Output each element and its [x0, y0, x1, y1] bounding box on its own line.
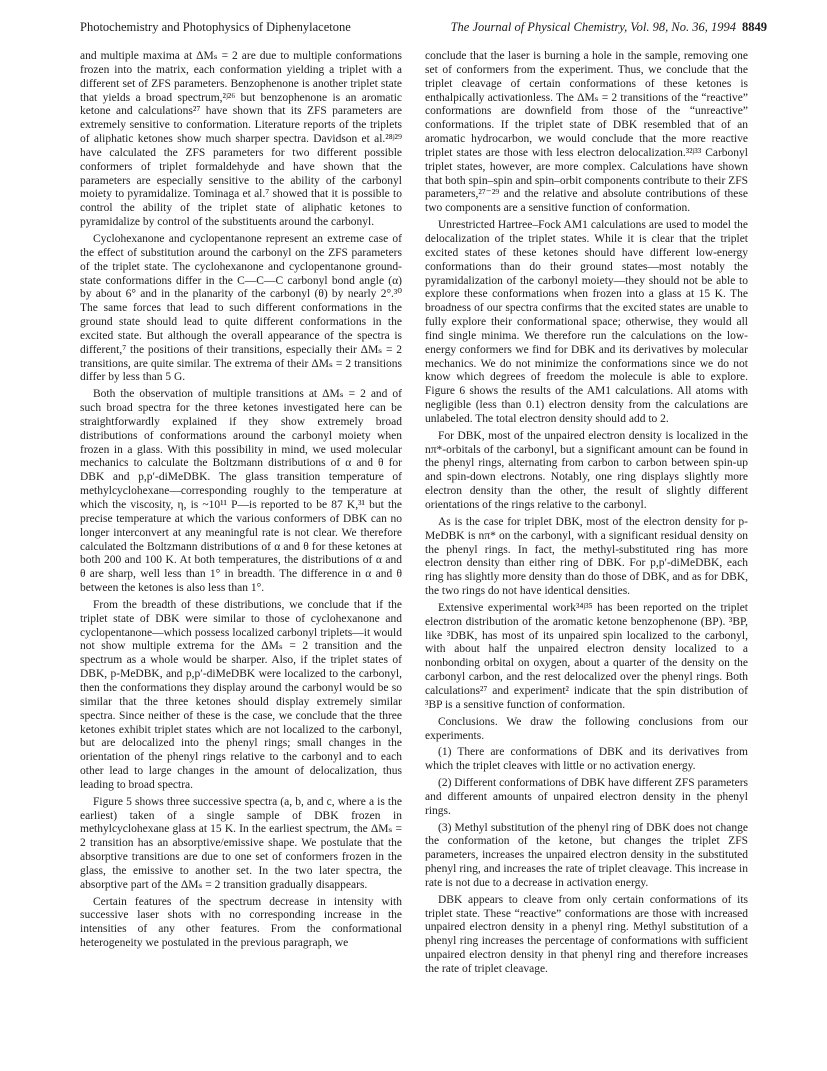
conclusions-heading-paragraph: Conclusions. We draw the following conclusions from our experiments. — [425, 715, 748, 742]
paragraph: DBK appears to cleave from only certain conformations of its triplet state. These “reactive” conformations are those with increased unpaired electron density in a phenyl ring. Methyl substitution of a phenyl ring increases the percentage of conformations with sufficient unpaired electron density in that phenyl ring and therefore increases the rate of triplet cleavage. — [425, 893, 748, 975]
paragraph: Extensive experimental work³⁴ʲ³⁵ has been reported on the triplet electron distribution of the aromatic ketone benzophenone (BP). ³BP, like ³DBK, has most of its unpaired spin localized to the carbonyl, with about half the unpaired electron density localized to a nonbonding orbital on oxygen, about a quarter of the density on the carbonyl carbon, and the rest delocalized over the phenyl rings. Both calculations²⁷ and experiment² indicate that the spin distribution of ³BP is a sensitive function of conformation. — [425, 601, 748, 711]
paragraph: conclude that the laser is burning a hole in the sample, removing one set of conformers from the experiment. Thus, we conclude that the triplet cleavage of certain conformations of these ketones is enthalpically activationless. The ΔMₛ = 2 transitions of the “reactive” conformations are downfield from those of the “unreactive” conformations. If the triplet state of DBK resembled that of an aromatic hydrocarbon, we would conclude that the more reactive triplet states are those with less electron delocalization.³²ʲ³³ Carbonyl triplet states, however, are more complex. Calculations have shown that both spin–spin and spin–orbit components contribute to their ZFS parameters,²⁷⁻²⁹ and the relative and absolute contributions of these two components are a sensitive function of conformation. — [425, 50, 748, 215]
paragraph: Certain features of the spectrum decrease in intensity with successive laser shots with no corresponding increase in the intensities of any other features. From the conformational heterogeneity we postulated in the previous paragraph, we — [80, 895, 402, 950]
paragraph: Figure 5 shows three successive spectra (a, b, and c, where a is the earliest) taken of a single sample of DBK frozen in methylcyclohexane glass at 15 K. In the earliest spectrum, the ΔMₛ = 2 transition has an absorptive/emissive shape. We postulate that the absorptive transitions are due to one set of conformers frozen in the glass, the emissive to another set. In the two later spectra, the absorptive part of the ΔMₛ = 2 transition gradually disappears. — [80, 795, 402, 891]
conclusion-item: (1) There are conformations of DBK and its derivatives from which the triplet cleaves with little or no activation energy. — [425, 746, 748, 773]
paragraph: As is the case for triplet DBK, most of the electron density for p-MeDBK is nπ* on the carbonyl, with a significant residual density on the phenyl rings. In fact, the methyl-substituted ring has more electron density than either ring of DBK. For p,p′-diMeDBK, each ring has slightly more density than do those of DBK, and as for DBK, the two rings do not have identical densities. — [425, 515, 748, 598]
running-title: Photochemistry and Photophysics of Diphenylacetone — [80, 20, 351, 34]
paragraph: Both the observation of multiple transitions at ΔMₛ = 2 and of such broad spectra for the three ketones investigated here can be straightforwardly explained if they show extremely broad distributions of conformations around the carbonyl moiety when frozen in a glass. With this possibility in mind, we used molecular mechanics to calculate the Boltzmann distributions of α and θ for DBK and p,p′-diMeDBK. The glass transition temperature of methylcyclohexane—corresponding roughly to the temperature at which the viscosity, η, is ~10¹¹ P—is reported to be 87 K,³¹ but the precise temperature at which the various conformers of DBK can no longer interconvert at any meaningful rate is not clear. We therefore calculated the Boltzmann distributions of α and θ for these ketones at both 200 and 100 K. At both temperatures, the distributions of α and θ are sharp, well less than 1° in breadth. The difference in α and θ between the ketones is also less than 1°. — [80, 388, 402, 595]
journal-name: The Journal of Physical Chemistry, Vol. 98, No. 36, 1994 — [450, 20, 736, 34]
right-column — [425, 50, 748, 977]
conclusion-item: (3) Methyl substitution of the phenyl ring of DBK does not change the conformation of the ketone, but changes the triplet ZFS parameters, increases the unpaired electron density in the substituted phenyl ring, and increases the rate of triplet cleavage. This increase in rate is not due to a decrease in activation energy. — [425, 821, 748, 889]
paragraph: and multiple maxima at ΔMₛ = 2 are due to multiple conformations frozen into the matrix, each conformation yielding a triplet with a different set of ZFS parameters. Benzophenone is another triplet state that yields a broad spectrum,²ʲ²⁶ but benzophenone is an aromatic ketone and calculations²⁷ have shown that its ZFS parameters are extremely sensitive to conformation. Literature reports of the triplets of aliphatic ketones show much sharper spectra. Davidson et al.²⁸ʲ²⁹ have calculated the ZFS parameters for two different possible conformers of triplet formaldehyde and have shown that the parameters are especially sensitive to the ability of the carbonyl moiety to pyramidalize. Tominaga et al.⁷ showed that it is possible to control the ability of the triplet state of aliphatic ketones to pyramidalize by control of the substituents around the carbonyl. — [80, 50, 402, 229]
paragraph: From the breadth of these distributions, we conclude that if the triplet state of DBK were similar to those of cyclohexanone and cyclopentanone—which possess localized carbonyl triplets—it would not show multiple extrema for the ΔMₛ = 2 transition and the spectrum as a whole would be sharper. Also, if the triplet states of DBK, p-MeDBK, and p,p′-diMeDBK were localized to the carbonyl, then the conformations they display around the carbonyl would be so similar that the three ketones should display extremely similar spectra. Since neither of these is the case, we conclude that the three ketones exhibit triplet states which are not localized to the carbonyl, but are delocalized into the phenyl rings; small changes in the orientation of the phenyl rings relative to the carbonyl and to each other lead to large changes in the amount of delocalization, thus leading to broad spectra. — [80, 598, 402, 791]
conclusion-item: (2) Different conformations of DBK have different ZFS parameters and different amounts of unpaired electron density in the phenyl rings. — [425, 777, 748, 817]
left-column — [80, 50, 402, 951]
paragraph: Cyclohexanone and cyclopentanone represent an extreme case of the effect of substitution around the carbonyl on the ZFS parameters of the triplet state. The cyclohexanone and cyclopentanone ground-state conformations differ in the C—C—C carbonyl bond angle (α) by about 6° and in the planarity of the carbonyl (θ) by nearly 2°.³⁰ The same forces that lead to such different conformations in the ground state should lead to quite different conformations in the excited state. But although the overall appearance of the spectra is different,⁷ the positions of their transitions, especially their ΔMₛ = 2 transitions, are quite similar. The extrema of their ΔMₛ = 2 transitions differ by less than 5 G. — [80, 232, 402, 384]
paragraph: Unrestricted Hartree–Fock AM1 calculations are used to model the delocalization of the triplet states. While it is clear that the triplet excited states of these ketones should have different low-energy conformations than do their ground states—most notably the pyramidalization of the carbonyl moiety—they should not be able to explore these conformations when frozen into a glass at 15 K. The broadness of our spectra confirms that the excited states are unable to fully explore their conformational space; otherwise, they would all find single minima. We therefore run the calculations on the low-energy conformers we find for DBK and its derivatives by molecular mechanics. We do not minimize the conformations since we do not know which degrees of freedom the molecule is able to explore. Figure 6 shows the results of the AM1 calculations. All atoms with negligible (less than 0.1) electron density from the calculations are unlabeled. The total electron density should add to 2. — [425, 219, 748, 425]
paragraph: For DBK, most of the unpaired electron density is localized in the nπ*-orbitals of the carbonyl, but a significant amount can be found in the phenyl rings, alternating from carbon to carbon between spin-up and spin-down electrons. Notably, one ring displays slightly more electron density than the other, the result of slightly different orientations of the rings relative to the carbonyl. — [425, 429, 748, 511]
page-number: 8849 — [742, 20, 767, 34]
running-header — [80, 20, 767, 38]
journal-citation — [451, 20, 767, 35]
